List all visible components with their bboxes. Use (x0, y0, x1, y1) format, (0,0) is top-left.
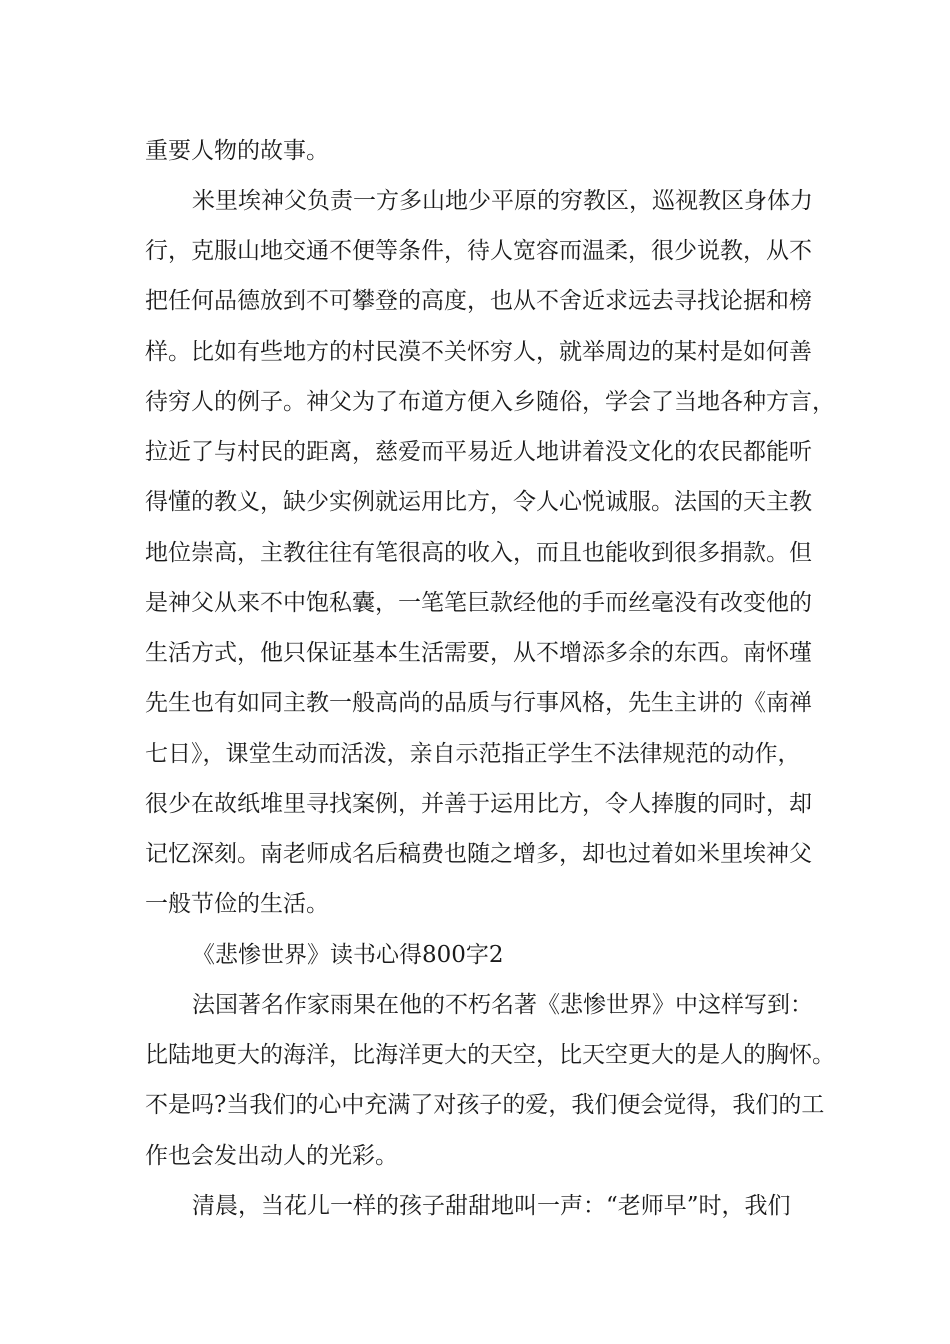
text-line: 样。比如有些地方的村民漠不关怀穷人，就举周边的某村是如何善 (145, 339, 812, 365)
text-line: 一般节俭的生活。 (145, 891, 329, 917)
text-line: 重要人物的故事。 (145, 138, 329, 164)
paragraph-first-line: 米里埃神父负责一方多山地少平原的穷教区，巡视教区身体力 (192, 188, 813, 214)
text-line: 比陆地更大的海洋，比海洋更大的天空，比天空更大的是人的胸怀。 (145, 1042, 835, 1068)
text-line: 先生也有如同主教一般高尚的品质与行事风格，先生主讲的《南禅 (145, 690, 812, 716)
text-line: 很少在故纸堆里寻找案例，并善于运用比方，令人捧腹的同时，却 (145, 791, 812, 817)
text-line: 是神父从来不中饱私囊，一笔笔巨款经他的手而丝毫没有改变他的 (145, 590, 812, 616)
text-line: 把任何品德放到不可攀登的高度，也从不舍近求远去寻找论据和榜 (145, 288, 812, 314)
text-line: 得懂的教义，缺少实例就运用比方，令人心悦诚服。法国的天主教 (145, 489, 812, 515)
text-line: 拉近了与村民的距离，慈爱而平易近人地讲着没文化的农民都能听 (145, 439, 812, 465)
paragraph-first-line: 法国著名作家雨果在他的不朽名著《悲惨世界》中这样写到： (192, 992, 813, 1018)
paragraph-first-line: 清晨，当花儿一样的孩子甜甜地叫一声：“老师早”时，我们 (192, 1193, 791, 1219)
text-line: 待穷人的例子。神父为了布道方便入乡随俗，学会了当地各种方言， (145, 389, 835, 415)
text-line: 行，克服山地交通不便等条件，待人宽容而温柔，很少说教，从不 (145, 238, 812, 264)
text-line: 不是吗?当我们的心中充满了对孩子的爱，我们便会觉得，我们的工 (145, 1092, 825, 1118)
text-line: 生活方式，他只保证基本生活需要，从不增添多余的东西。南怀瑾 (145, 640, 812, 666)
text-line: 地位崇高，主教往往有笔很高的收入，而且也能收到很多捐款。但 (145, 540, 812, 566)
text-line: 记忆深刻。南老师成名后稿费也随之增多，却也过着如米里埃神父 (145, 841, 812, 867)
text-line: 七日》，课堂生动而活泼，亲自示范指正学生不法律规范的动作， (145, 741, 801, 767)
text-line: 作也会发出动人的光彩。 (145, 1143, 398, 1169)
section-heading: 《悲惨世界》读书心得800字2 (192, 942, 504, 968)
